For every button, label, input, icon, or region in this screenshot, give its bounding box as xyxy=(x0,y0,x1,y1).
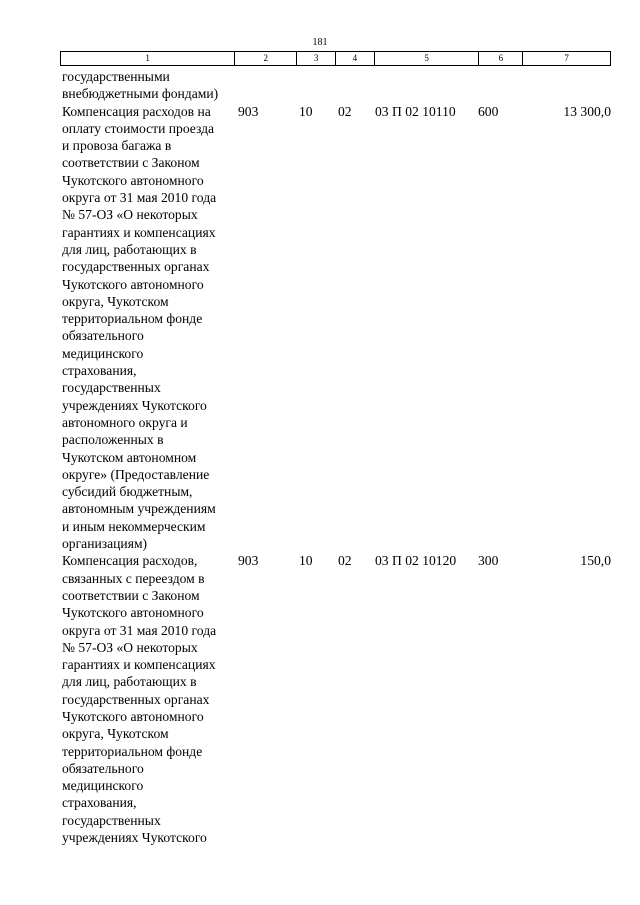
page-number: 181 xyxy=(312,37,328,48)
row-col-7: 150,0 xyxy=(580,553,611,569)
header-col-3: 3 xyxy=(297,52,336,65)
table-row xyxy=(62,103,613,553)
row-col-7: 13 300,0 xyxy=(563,103,611,119)
row-col-6: 600 xyxy=(478,103,499,119)
header-col-5: 5 xyxy=(375,52,480,65)
table-row xyxy=(62,552,613,846)
continuation-text: государственными внебюджетными фондами) xyxy=(62,69,219,102)
header-col-6: 6 xyxy=(479,52,523,65)
row-col-4: 02 xyxy=(338,103,352,119)
table-header xyxy=(60,51,611,66)
row-col-2: 903 xyxy=(238,553,259,569)
row-col-5: 03 П 02 10120 xyxy=(375,553,457,569)
header-col-4: 4 xyxy=(336,52,375,65)
row-col-4: 02 xyxy=(338,553,352,569)
header-col-7: 7 xyxy=(564,53,569,63)
row-col-3: 10 xyxy=(299,553,313,569)
row-col-5: 03 П 02 10110 xyxy=(375,103,456,119)
row-col-2: 903 xyxy=(238,103,259,119)
table-body xyxy=(62,68,613,846)
header-col-1: 1 xyxy=(61,52,235,65)
header-col-2: 2 xyxy=(235,52,297,65)
row-col-3: 10 xyxy=(299,103,313,119)
row-name: Компенсация расходов, связанных с переездом в соответствии с Законом Чукотского автономного округа от 31 мая 2010 года № 57-ОЗ «О некоторых гарантиях и компенсациях для лиц, работающих в государственных органах Чукотского автономного округа, Чукотском территориальном фонде обязательного медицинского страхования, государственных учреждениях Чукотского xyxy=(62,553,217,846)
row-col-6: 300 xyxy=(478,553,499,569)
row-name: Компенсация расходов на оплату стоимости проезда и провоза багажа в соответствии с Законом Чукотского автономного округа от 31 мая 2010 года № 57-ОЗ «О некоторых гарантиях и компенсациях для лиц, работающих в государственных органах Чукотского автономного округа, Чукотском территориальном фонде обязательного медицинского страхования, государственных учреждениях Чукотского автономного округа и расположенных в Чукотском автономном округе» (Предоставление субсидий бюджетным, автономным учреждениям и иным некоммерческим организациям) xyxy=(62,103,217,552)
